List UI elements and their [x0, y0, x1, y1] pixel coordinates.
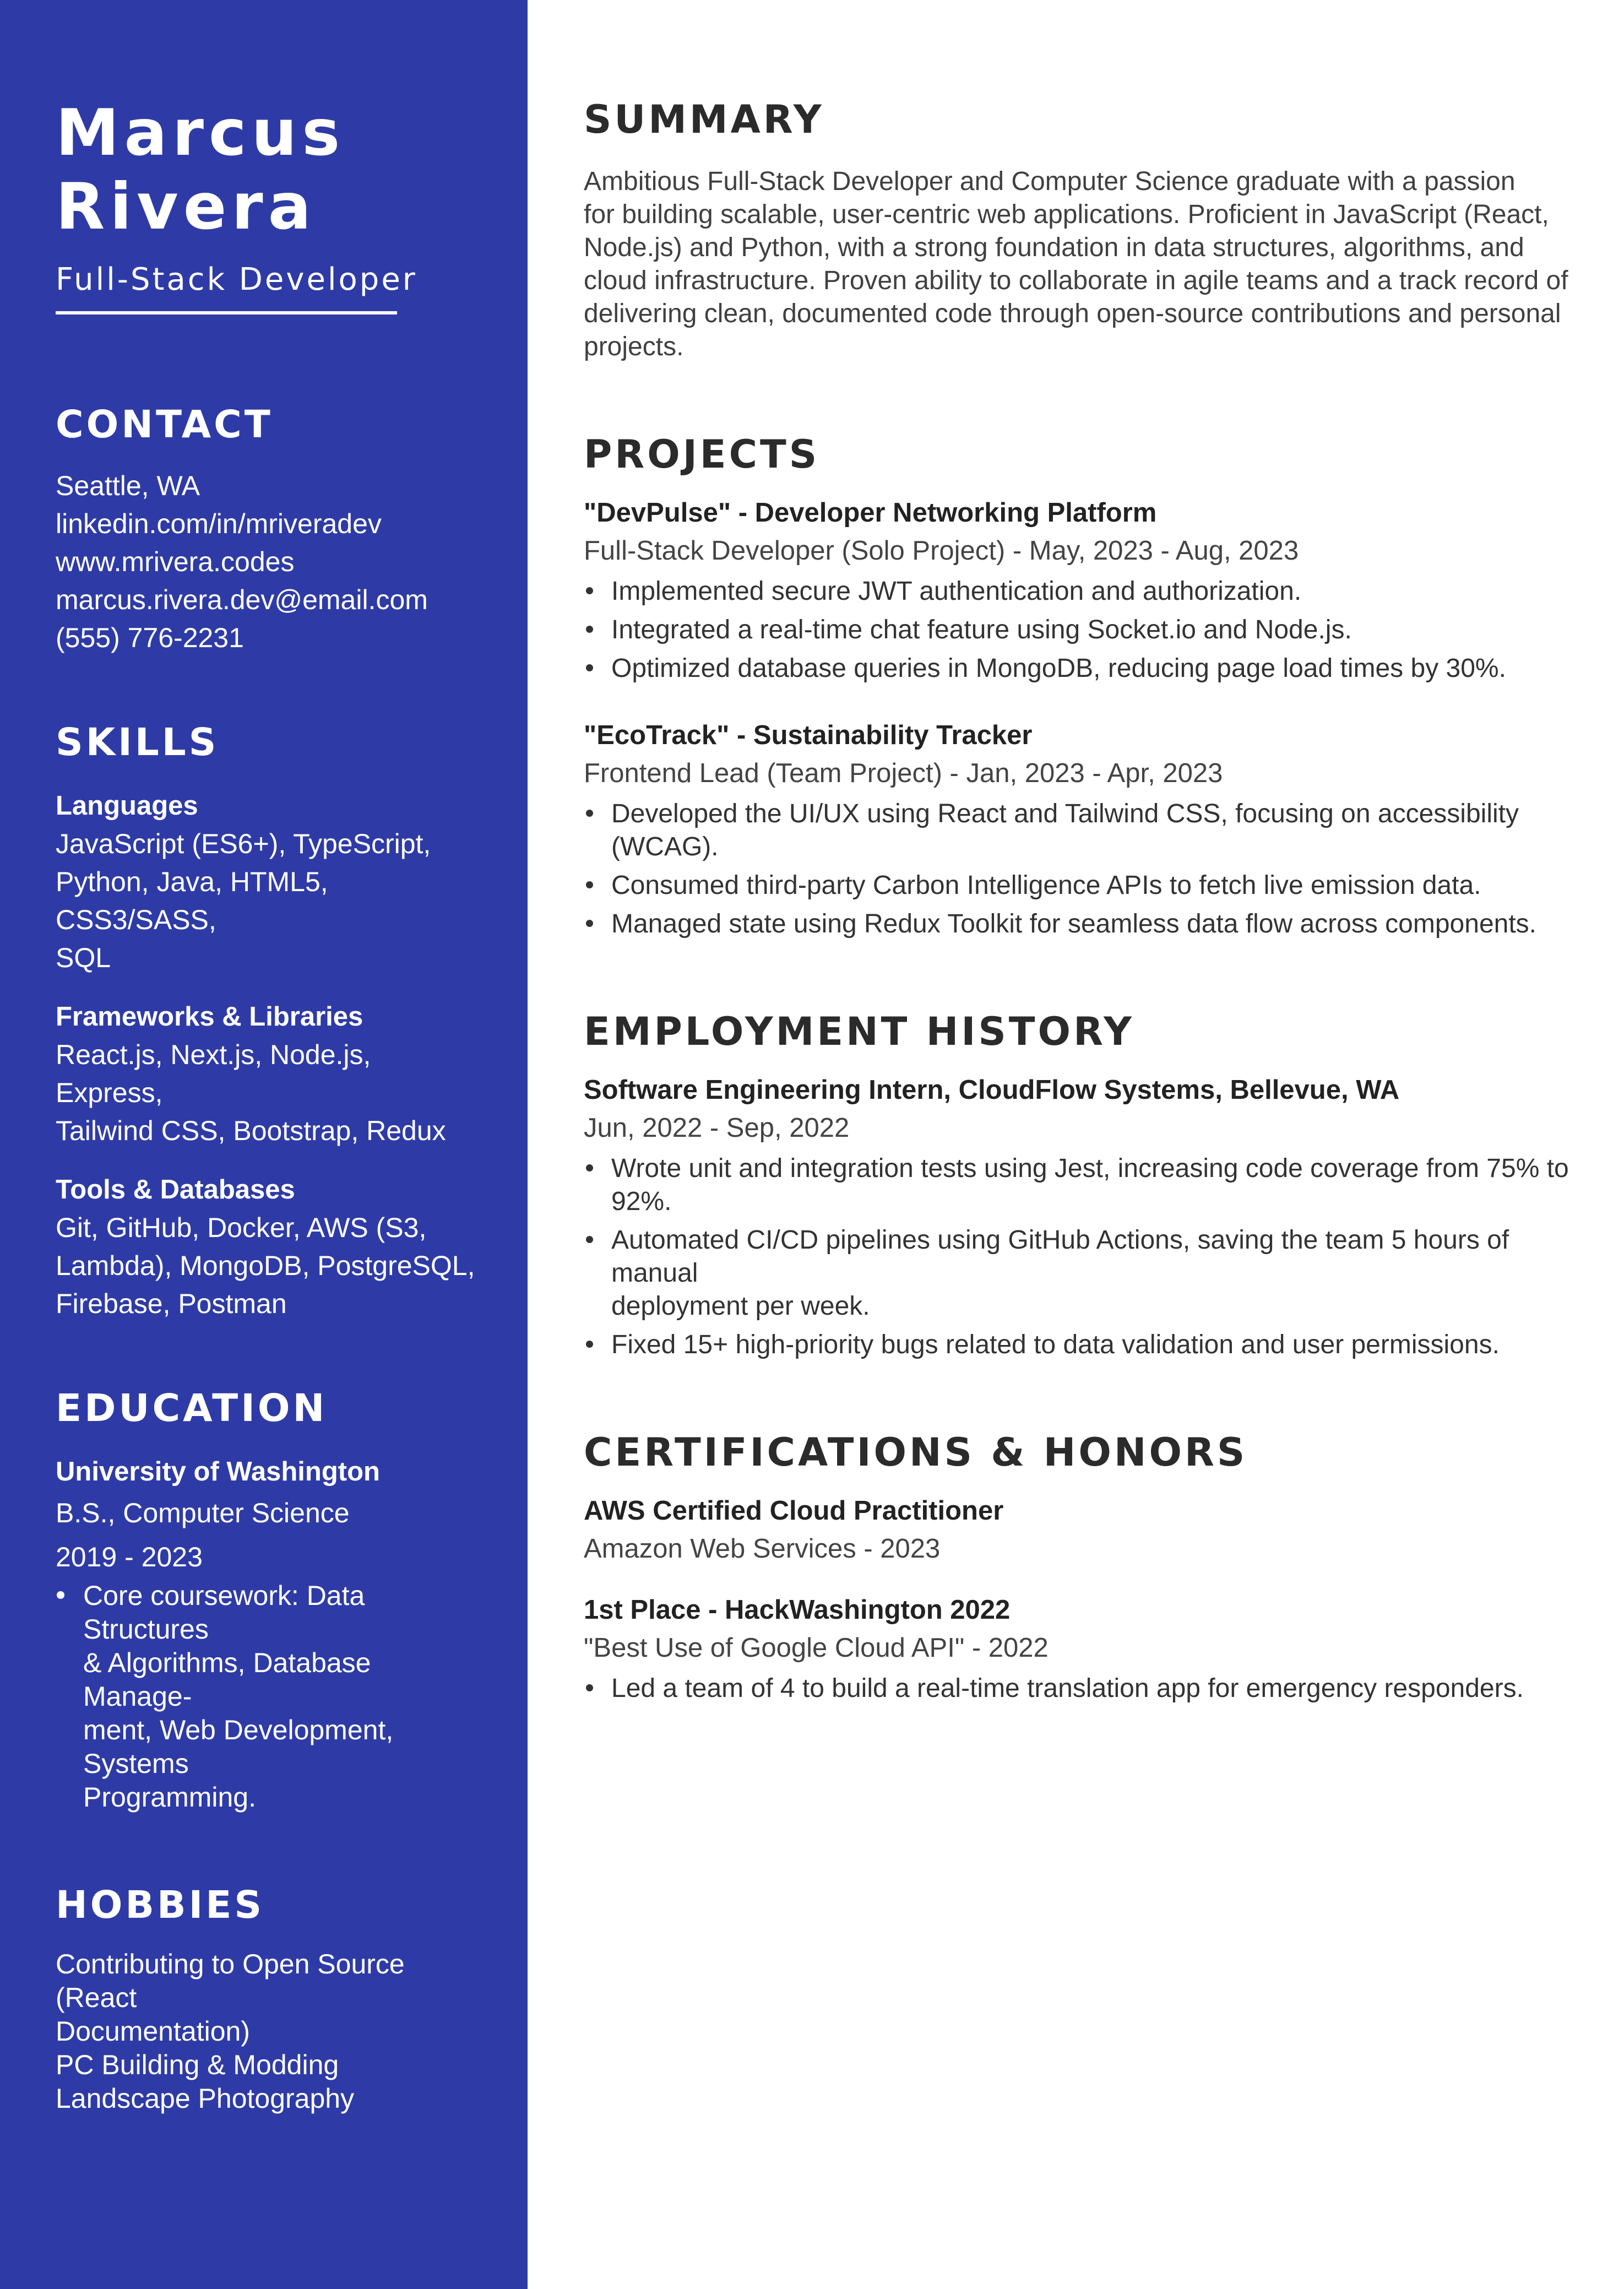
- hobby-line: Documentation): [56, 2016, 250, 2047]
- summary-line: projects.: [584, 332, 684, 361]
- sidebar: [0, 0, 528, 2289]
- bullet-text: Automated CI/CD pipelines using GitHub Actions, saving the team 5 hours of manual: [611, 1225, 1509, 1288]
- first-name: Marcus: [56, 96, 345, 170]
- skill-group-title: Frameworks & Libraries: [56, 1002, 363, 1032]
- summary-line: Node.js) and Python, with a strong foundation in data structures, algorithms, and: [584, 233, 1524, 262]
- employment-section: [584, 1007, 1592, 1362]
- last-name: Rivera: [56, 170, 316, 244]
- coursework-line: Core coursework: Data Structures: [83, 1580, 365, 1645]
- skills-heading: SKILLS: [56, 720, 219, 764]
- skill-group: [56, 1171, 484, 1323]
- summary-text: [584, 165, 1592, 364]
- contact-location: Seattle, WA: [56, 470, 200, 501]
- contact-website-link[interactable]: www.mrivera.codes: [56, 546, 295, 577]
- summary-line: Ambitious Full-Stack Developer and Computer Science graduate with a passion: [584, 167, 1516, 196]
- skill-line: Tailwind CSS, Bootstrap, Redux: [56, 1115, 446, 1146]
- certification-subtitle: Amazon Web Services - 2023: [584, 1534, 941, 1564]
- bullet-text: Optimized database queries in MongoDB, reducing page load times by 30%.: [611, 654, 1506, 683]
- project-bullets: [584, 798, 1592, 941]
- skill-group: [56, 998, 484, 1150]
- bullet-text: Consumed third-party Carbon Intelligence APIs to fetch live emission data.: [611, 871, 1481, 900]
- certification-title: AWS Certified Cloud Practitioner: [584, 1496, 1004, 1526]
- bullet-text: 92%.: [611, 1187, 672, 1216]
- certification-entry: [584, 1493, 1592, 1569]
- project-subtitle: Frontend Lead (Team Project) - Jan, 2023 - Apr, 2023: [584, 758, 1223, 788]
- project-entry: [584, 495, 1592, 685]
- summary-line: delivering clean, documented code through open-source contributions and personal: [584, 299, 1561, 328]
- bullet-text: deployment per week.: [611, 1292, 870, 1321]
- skill-line: React.js, Next.js, Node.js, Express,: [56, 1039, 371, 1108]
- contact-phone: (555) 776-2231: [56, 622, 244, 653]
- bullet-text: (WCAG).: [611, 832, 719, 861]
- bullet-text: Developed the UI/UX using React and Tailwind CSS, focusing on accessibility: [611, 799, 1519, 828]
- coursework-line: Programming.: [83, 1782, 256, 1813]
- coursework-line: ment, Web Development, Systems: [83, 1715, 394, 1779]
- job-bullets: [584, 1152, 1592, 1362]
- hobby-line: PC Building & Modding: [56, 2049, 339, 2080]
- projects-heading: PROJECTS: [584, 432, 820, 477]
- bullet-text: Fixed 15+ high-priority bugs related to data validation and user permissions.: [611, 1330, 1500, 1359]
- skill-line: Firebase, Postman: [56, 1288, 287, 1319]
- project-subtitle: Full-Stack Developer (Solo Project) - May, 2023 - Aug, 2023: [584, 536, 1299, 566]
- bullet-text: Managed state using Redux Toolkit for seamless data flow across components.: [611, 909, 1536, 939]
- skill-line: Lambda), MongoDB, PostgreSQL,: [56, 1250, 475, 1281]
- bullet-text: Integrated a real-time chat feature using Socket.io and Node.js.: [611, 615, 1352, 644]
- project-bullet: [584, 575, 1592, 608]
- skill-line: Git, GitHub, Docker, AWS (S3,: [56, 1212, 427, 1243]
- projects-section: [584, 430, 1592, 941]
- contact-linkedin-link[interactable]: linkedin.com/in/mriveradev: [56, 508, 382, 539]
- skill-group-title: Tools & Databases: [56, 1175, 295, 1205]
- project-bullet: [584, 908, 1592, 941]
- project-bullet: [584, 614, 1592, 647]
- main-content: [584, 0, 1592, 1711]
- project-title: "EcoTrack" - Sustainability Tracker: [584, 720, 1033, 750]
- contact-heading: CONTACT: [56, 403, 273, 447]
- project-bullet: [584, 798, 1592, 864]
- honor-bullets: [584, 1672, 1592, 1705]
- job-bullet: [584, 1224, 1592, 1323]
- bullet-text: Implemented secure JWT authentication and authorization.: [611, 577, 1302, 606]
- contact-section: [56, 400, 484, 657]
- title-underline: [56, 311, 397, 314]
- certifications-section: [584, 1428, 1592, 1705]
- honor-subtitle: "Best Use of Google Cloud API" - 2022: [584, 1633, 1049, 1663]
- hobbies-heading: HOBBIES: [56, 1883, 265, 1927]
- project-bullet: [584, 869, 1592, 902]
- coursework-line: & Algorithms, Database Manage-: [83, 1647, 371, 1712]
- employment-heading: EMPLOYMENT HISTORY: [584, 1009, 1134, 1054]
- skill-line: JavaScript (ES6+), TypeScript,: [56, 828, 431, 859]
- project-entry: [584, 717, 1592, 941]
- school-name: University of Washington: [56, 1457, 380, 1487]
- project-bullet: [584, 652, 1592, 685]
- summary-line: cloud infrastructure. Proven ability to collaborate in agile teams and a track record of: [584, 266, 1568, 295]
- candidate-name: [56, 96, 484, 244]
- project-bullets: [584, 575, 1592, 685]
- skill-line: SQL: [56, 942, 111, 973]
- honor-entry: [584, 1592, 1592, 1705]
- summary-section: [584, 95, 1592, 364]
- job-bullet: [584, 1152, 1592, 1218]
- bullet-text: Led a team of 4 to build a real-time translation app for emergency responders.: [611, 1674, 1524, 1703]
- degree: B.S., Computer Science: [56, 1498, 350, 1528]
- hobby-line: Contributing to Open Source (React: [56, 1949, 405, 2013]
- coursework-item: [56, 1579, 484, 1814]
- skill-line: Python, Java, HTML5, CSS3/SASS,: [56, 866, 328, 935]
- skill-group: [56, 787, 484, 977]
- certifications-heading: CERTIFICATIONS & HONORS: [584, 1430, 1248, 1475]
- honor-title: 1st Place - HackWashington 2022: [584, 1595, 1011, 1625]
- education-years: 2019 - 2023: [56, 1542, 203, 1572]
- project-title: "DevPulse" - Developer Networking Platform: [584, 498, 1157, 528]
- skill-group-title: Languages: [56, 791, 198, 821]
- job-entry: [584, 1072, 1592, 1362]
- summary-line: for building scalable, user-centric web applications. Proficient in JavaScript (React,: [584, 200, 1549, 229]
- bullet-text: Wrote unit and integration tests using Jest, increasing code coverage from 75% to: [611, 1154, 1569, 1183]
- job-bullet: [584, 1328, 1592, 1362]
- summary-heading: SUMMARY: [584, 97, 824, 142]
- job-title: Full-Stack Developer: [56, 262, 417, 297]
- coursework-list: [56, 1579, 484, 1814]
- education-heading: EDUCATION: [56, 1386, 328, 1430]
- job-title-line: Software Engineering Intern, CloudFlow Systems, Bellevue, WA: [584, 1075, 1400, 1105]
- honor-bullet: [584, 1672, 1592, 1705]
- contact-email-link[interactable]: marcus.rivera.dev@email.com: [56, 584, 428, 615]
- skills-section: [56, 718, 484, 1323]
- education-section: [56, 1384, 484, 1814]
- job-dates: Jun, 2022 - Sep, 2022: [584, 1113, 850, 1143]
- hobbies-section: [56, 1880, 484, 2116]
- hobby-line: Landscape Photography: [56, 2083, 355, 2114]
